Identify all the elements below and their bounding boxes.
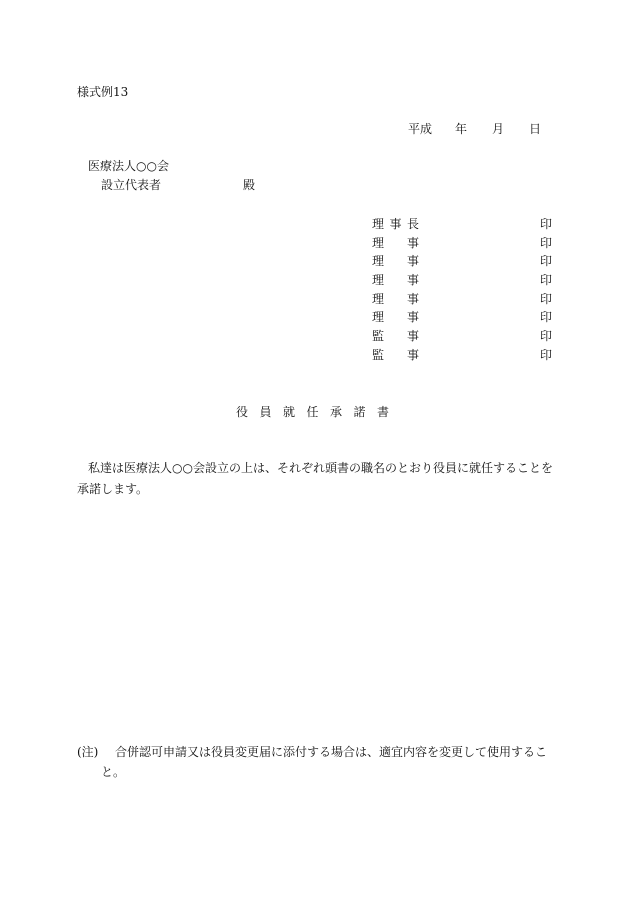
signatory-title: 監事 [372, 329, 443, 344]
signatory-title: 理事 [372, 254, 443, 269]
date-day-unit: 日 [529, 122, 542, 136]
signatory-row [372, 234, 552, 253]
signatory-title: 理事 [372, 235, 443, 250]
body-line: 私達は医療法人○○会設立の上は、それぞれ頭書の職名のとおり役員に就任することを [88, 461, 553, 475]
seal-mark: 印 [540, 254, 553, 269]
signatory-row [372, 346, 552, 365]
signatory-title: 理事 [372, 273, 443, 288]
signatory-row [372, 290, 552, 309]
addressee-representative: 設立代表者 [101, 178, 162, 192]
seal-mark: 印 [540, 329, 553, 344]
signatory-title: 監事 [372, 347, 443, 362]
signatory-list [372, 215, 552, 365]
seal-mark: 印 [540, 217, 553, 231]
addressee-honorific: 殿 [243, 178, 256, 192]
seal-mark: 印 [540, 347, 553, 362]
date-year-unit: 年 [455, 122, 468, 136]
seal-mark: 印 [540, 310, 553, 325]
document-title: 役員就任承諾書 [236, 405, 401, 419]
addressee-organization: 医療法人○○会 [88, 159, 169, 173]
seal-mark: 印 [540, 291, 553, 306]
note-line: 合併認可申請又は役員変更届に添付する場合は、適宜内容を変更して使用するこ [115, 745, 548, 759]
note-label: (注) [77, 745, 99, 759]
signatory-title: 理事 [372, 291, 443, 306]
seal-mark: 印 [540, 235, 553, 250]
signatory-row [372, 215, 552, 234]
date-era: 平成 [408, 122, 433, 136]
signatory-row [372, 252, 552, 271]
signatory-row [372, 327, 552, 346]
form-number: 様式例13 [77, 85, 129, 99]
signatory-row [372, 308, 552, 327]
signatory-row [372, 271, 552, 290]
seal-mark: 印 [540, 273, 553, 288]
signatory-title: 理事長 [372, 217, 425, 231]
date-month-unit: 月 [492, 122, 505, 136]
note-line: と。 [101, 765, 126, 779]
body-line: 承諾します。 [77, 482, 149, 496]
signatory-title: 理事 [372, 310, 443, 325]
